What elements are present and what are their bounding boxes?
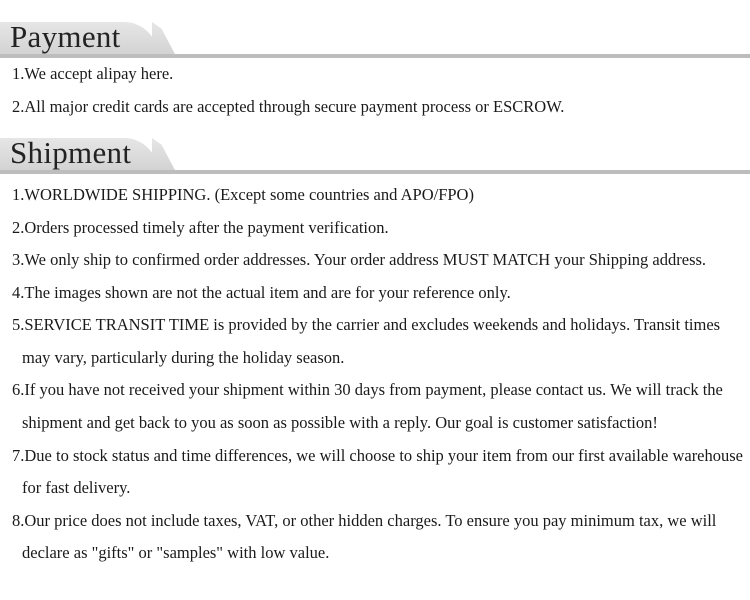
shipment-header-divider [0, 170, 750, 174]
shipment-item: 2.Orders processed timely after the payment verification. [12, 218, 389, 237]
shipment-item: 6.If you have not received your shipment within 30 days from payment, please contact us. We will track the [12, 380, 723, 399]
shipment-item: 3.We only ship to confirmed order addresses. Your order address MUST MATCH your Shipping address. [12, 250, 707, 269]
shipment-item: 1.WORLDWIDE SHIPPING. (Except some countries and APO/FPO) [12, 185, 474, 204]
payment-item: 1.We accept alipay here. [12, 64, 174, 83]
shipment-item-continuation: declare as "gifts" or "samples" with low value. [22, 543, 330, 562]
payment-header-tab [0, 19, 158, 56]
shipment-item: 5.SERVICE TRANSIT TIME is provided by the carrier and excludes weekends and holidays. Transit times [12, 315, 721, 334]
shipment-item: 7.Due to stock status and time differences, we will choose to ship your item from our first available warehouse [12, 446, 744, 465]
payment-item: 2.All major credit cards are accepted through secure payment process or ESCROW. [12, 97, 565, 116]
shipment-item: 4.The images shown are not the actual item and are for your reference only. [12, 283, 511, 302]
shipment-item: 8.Our price does not include taxes, VAT, or other hidden charges. To ensure you pay minimum tax, we will [12, 511, 717, 530]
shipment-header-tab [0, 135, 158, 172]
shipment-title: Shipment [10, 135, 132, 170]
payment-title: Payment [10, 19, 121, 54]
shipment-item-continuation: may vary, particularly during the holiday season. [22, 348, 345, 367]
shipment-item-continuation: for fast delivery. [22, 478, 131, 497]
shipment-item-continuation: shipment and get back to you as soon as possible with a reply. Our goal is customer satisfaction! [22, 413, 658, 432]
payment-header-divider [0, 54, 750, 58]
